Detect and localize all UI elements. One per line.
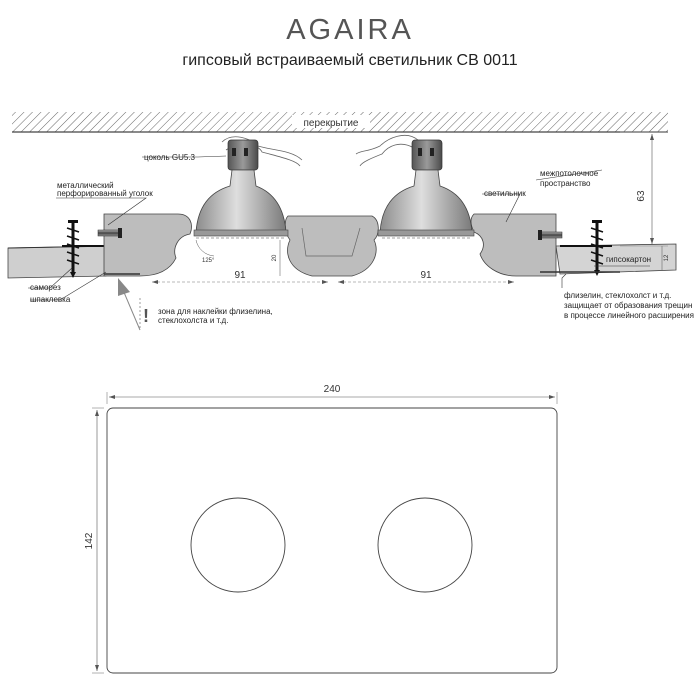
- reflector-right: [380, 170, 472, 232]
- dim-angle-text: 125°: [202, 258, 215, 264]
- reflector-left: [196, 170, 286, 232]
- label-drywall: гипсокартон: [606, 255, 652, 264]
- dim-sheet-text: 12: [664, 254, 670, 262]
- dimension-pitch-right: [338, 270, 514, 284]
- ceiling-slab: [12, 112, 668, 132]
- label-plenum-2: пространство: [540, 179, 591, 188]
- label-fleece-3: в процессе линейного расширения: [564, 311, 694, 320]
- plan-width-text: 240: [323, 384, 341, 395]
- label-screw: саморез: [30, 283, 61, 292]
- dim-depth-text: 20: [272, 254, 278, 262]
- zone-arrow: [123, 290, 140, 330]
- label-fixture: светильник: [484, 189, 526, 198]
- note-mark: !: [143, 306, 149, 326]
- label-plenum-1: межпотолочное: [540, 169, 599, 178]
- dimension-angle: [196, 240, 215, 264]
- label-corner-1: металлический: [57, 181, 114, 190]
- brand-logo: AGAIRA: [286, 14, 414, 46]
- plan-height-text: 142: [84, 532, 95, 550]
- lamp-ring-right: [378, 230, 474, 236]
- dimension-height: [620, 132, 668, 246]
- zone-arrow-head: [118, 278, 130, 296]
- label-putty: шпаклевка: [30, 295, 71, 304]
- gypsum-center: [285, 216, 378, 276]
- label-zone-2: стеклохолста и т.д.: [158, 316, 229, 325]
- plan-panel: [107, 408, 557, 673]
- plan-dimension-height: [84, 408, 104, 673]
- dim-pitch-left-text: 91: [234, 270, 246, 281]
- gu53-base-right: [412, 140, 442, 170]
- label-fleece-2: защищает от образования трещин: [564, 301, 693, 310]
- dimension-depth: [272, 240, 280, 276]
- label-zone-1: зона для наклейки флизелина,: [158, 307, 273, 316]
- drywall-left: [8, 246, 114, 278]
- label-fleece-1: флизелин, стеклохолст и т.д.: [564, 291, 672, 300]
- plan-view: [84, 384, 557, 673]
- gypsum-body-left: [104, 214, 192, 276]
- lamp-ring-left: [194, 230, 288, 236]
- dim-pitch-right-text: 91: [420, 270, 432, 281]
- label-base: цоколь GU5.3: [144, 153, 195, 162]
- plan-dimension-width: [107, 384, 557, 404]
- product-title: гипсовый встраиваемый светильник CB 0011: [182, 52, 518, 69]
- wire-right: [356, 135, 418, 154]
- dim-height-text: 63: [636, 190, 647, 202]
- plan-hole-right: [378, 498, 472, 592]
- slab-label: перекрытие: [303, 118, 359, 129]
- label-corner-2: перфорированный уголок: [57, 189, 153, 198]
- gypsum-body-right: [471, 214, 556, 276]
- plan-hole-left: [191, 498, 285, 592]
